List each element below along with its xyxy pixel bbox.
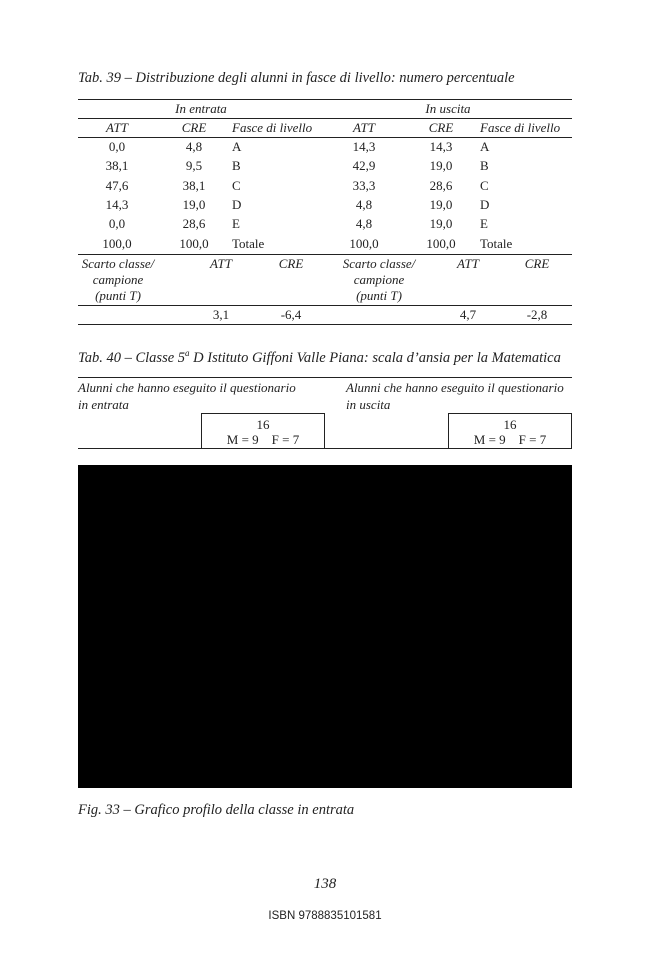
scarto-label-in xyxy=(78,256,158,304)
table-cell: 100,0 xyxy=(179,235,209,251)
scarto-cre-out-label: CRE xyxy=(524,256,550,271)
tab40-left-label-line: Alunni che hanno eseguito il questionario xyxy=(78,380,296,395)
table-cell: A xyxy=(232,139,242,154)
table-cell: 14,3 xyxy=(352,139,376,154)
tab40-caption-post: D Istituto Giffoni Valle Piana: scala d’ansia per la Matematica xyxy=(189,349,561,366)
table-cell: 0,0 xyxy=(108,139,126,154)
tab40-caption-sup: a xyxy=(185,348,190,358)
tab40-right-label xyxy=(346,379,564,413)
scarto-cre-in-label: CRE xyxy=(278,256,304,271)
scarto-label-line: (punti T) xyxy=(356,288,402,303)
table-cell: 4,8 xyxy=(185,139,203,154)
table-cell: C xyxy=(480,177,489,193)
scarto-label-line: (punti T) xyxy=(95,288,141,303)
scarto-att-out-label: ATT xyxy=(457,256,479,271)
table-cell: Totale xyxy=(480,235,513,251)
fig33-image xyxy=(78,465,572,788)
tab40-left-label xyxy=(78,379,296,413)
table-cell: 28,6 xyxy=(429,177,453,193)
table-cell: 42,9 xyxy=(352,158,376,174)
table-cell: A xyxy=(480,139,490,154)
table-cell: 38,1 xyxy=(182,177,206,193)
tab40-right-count: 16 xyxy=(503,417,517,432)
table-cell: 19,0 xyxy=(429,158,453,174)
tab40-caption xyxy=(78,348,561,367)
table-cell: 28,6 xyxy=(182,216,206,232)
table-cell: 14,3 xyxy=(105,196,129,212)
tab39-group-out: In uscita xyxy=(425,101,471,116)
table-cell: 4,8 xyxy=(355,216,373,232)
table-cell: B xyxy=(480,158,489,174)
table-cell: 33,3 xyxy=(352,177,376,193)
tab39-group-rule xyxy=(78,118,572,119)
table-cell: 0,0 xyxy=(108,216,126,232)
tab40-right-label-line: in uscita xyxy=(346,397,391,412)
header-att-out: ATT xyxy=(353,120,375,135)
tab40-left-split: M = 9 F = 7 xyxy=(226,432,300,447)
header-cre-in: CRE xyxy=(181,120,207,135)
table-cell: 9,5 xyxy=(185,158,203,174)
header-fasce-out: Fasce di livello xyxy=(480,120,561,135)
header-fasce-in: Fasce di livello xyxy=(232,120,313,135)
table-cell: E xyxy=(480,216,488,232)
header-att-in: ATT xyxy=(106,120,128,135)
scarto-label-line: campione xyxy=(92,272,144,287)
fig33-caption: Fig. 33 – Grafico profilo della classe in entrata xyxy=(78,802,355,818)
table-cell: 100,0 xyxy=(426,235,456,251)
table-cell: 100,0 xyxy=(349,235,379,251)
page-number: 138 xyxy=(313,876,337,892)
scarto-att-in-label: ATT xyxy=(210,256,232,271)
isbn: ISBN 9788835101581 xyxy=(268,910,382,922)
tab40-caption-pre: Tab. 40 – Classe 5 xyxy=(78,349,186,366)
table-cell: Totale xyxy=(232,235,265,251)
tab40-right-split: M = 9 F = 7 xyxy=(473,432,547,447)
table-cell: 19,0 xyxy=(429,216,453,232)
scarto-cre-out-value: -2,8 xyxy=(526,307,548,322)
table-cell: E xyxy=(232,216,240,232)
tab39-top-rule xyxy=(78,99,572,100)
tab39-bottom-rule xyxy=(78,324,572,325)
tab40-right-count-box xyxy=(448,413,572,449)
scarto-label-out xyxy=(339,256,419,304)
tab40-left-label-line: in entrata xyxy=(78,397,129,412)
tab40-left-count: 16 xyxy=(256,417,270,432)
table-cell: 100,0 xyxy=(102,235,132,251)
scarto-cre-in-value: -6,4 xyxy=(280,307,302,322)
tab39-header-rule xyxy=(78,137,572,138)
scarto-att-out-value: 4,7 xyxy=(459,307,477,322)
scarto-att-in-value: 3,1 xyxy=(212,307,230,322)
table-cell: 4,8 xyxy=(355,196,373,212)
tab39-body-rule xyxy=(78,254,572,255)
table-cell: 38,1 xyxy=(105,158,129,174)
table-cell: B xyxy=(232,158,241,174)
tab39-caption: Tab. 39 – Distribuzione degli alunni in fasce di livello: numero percentuale xyxy=(78,70,515,86)
table-cell: D xyxy=(232,196,242,212)
scarto-label-line: campione xyxy=(353,272,405,287)
tab40-right-label-line: Alunni che hanno eseguito il questionario xyxy=(346,380,564,395)
table-cell: 14,3 xyxy=(429,139,453,154)
table-cell: 19,0 xyxy=(182,196,206,212)
table-cell: 47,6 xyxy=(105,177,129,193)
table-cell: 19,0 xyxy=(429,196,453,212)
tab40-left-bottom-rule xyxy=(78,448,201,449)
table-cell: C xyxy=(232,177,241,193)
tab40-mid-bottom-rule xyxy=(325,448,448,449)
scarto-label-line: Scarto classe/ xyxy=(342,256,416,271)
tab39-group-in: In entrata xyxy=(175,101,227,116)
tab40-top-rule xyxy=(78,377,572,378)
table-cell: D xyxy=(480,196,490,212)
header-cre-out: CRE xyxy=(428,120,454,135)
tab40-left-count-box xyxy=(201,413,325,449)
scarto-label-line: Scarto classe/ xyxy=(81,256,155,271)
tab39-scarto-rule xyxy=(78,305,572,306)
